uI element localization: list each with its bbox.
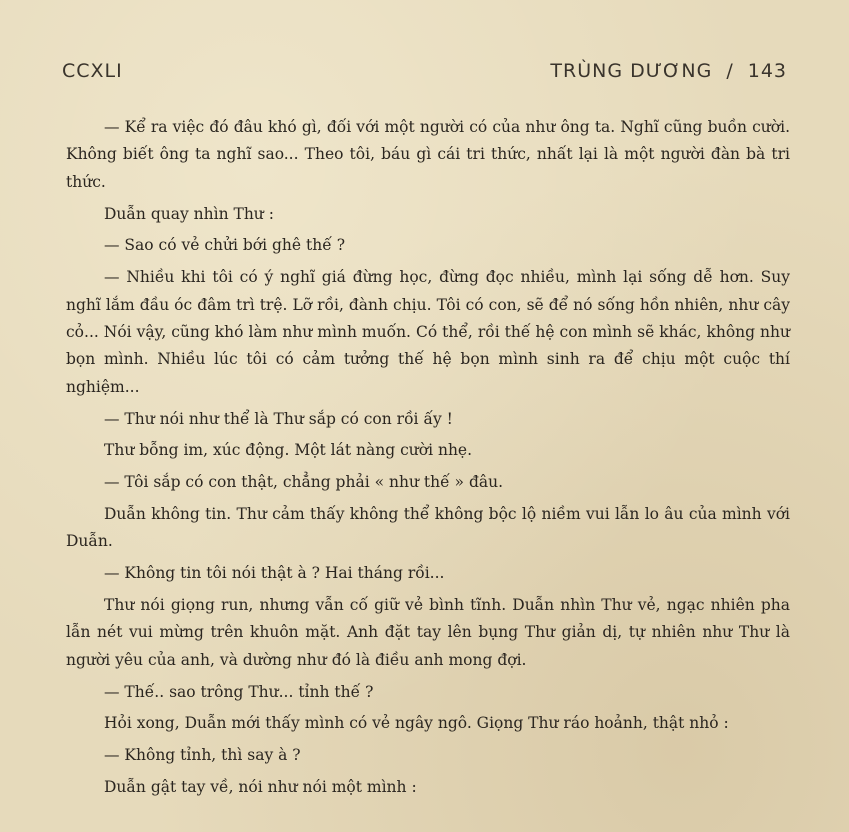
body-text xyxy=(66,114,790,806)
paragraph: — Kể ra việc đó đâu khó gì, đối với một người có của như ông ta. Nghĩ cũng buồn cười. Không biết ông ta nghĩ sao... Theo tôi, báu gì cái tri thức, nhất lại là một người đàn bà tri thức. xyxy=(66,118,790,191)
paragraph: — Không tỉnh, thì say à ? xyxy=(104,746,301,765)
page-header xyxy=(62,60,787,86)
paragraph: Duẫn gật tay về, nói như nói một mình : xyxy=(104,778,417,797)
paragraph: Duẫn không tin. Thư cảm thấy không thể không bộc lộ niềm vui lẫn lo âu của mình với Duẫn. xyxy=(66,505,790,551)
paragraph: — Thế.. sao trông Thư... tỉnh thế ? xyxy=(104,682,374,701)
paragraph: Duẫn quay nhìn Thư : xyxy=(104,204,274,223)
paragraph: — Tôi sắp có con thật, chẳng phải « như thế » đâu. xyxy=(104,473,504,492)
author-name: TRÙNG DƯƠNG xyxy=(550,60,713,82)
paragraph: Hỏi xong, Duẫn mới thấy mình có vẻ ngây ngô. Giọng Thư ráo hoảnh, thật nhỏ : xyxy=(104,714,729,733)
paragraph: — Thư nói như thể là Thư sắp có con rồi ấy ! xyxy=(104,409,453,428)
paragraph: — Sao có vẻ chửi bới ghê thế ? xyxy=(104,236,345,255)
paragraph: Thư bỗng im, xúc động. Một lát nàng cười nhẹ. xyxy=(104,441,473,460)
paragraph: — Không tin tôi nói thật à ? Hai tháng rồi... xyxy=(104,564,445,583)
paragraph: Thư nói giọng run, nhưng vẫn cố giữ vẻ bình tĩnh. Duẫn nhìn Thư vẻ, ngạc nhiên pha lẫn nét vui mừng trên khuôn mặt. Anh đặt tay lên bụng Thư giản dị, tự nhiên như Thư là người yêu của anh, và dường như đó là điều anh mong đợi. xyxy=(66,596,790,669)
running-head xyxy=(550,60,787,82)
page-number: 143 xyxy=(747,60,787,82)
chapter-number: CCXLI xyxy=(62,60,123,82)
header-separator: / xyxy=(726,60,734,82)
paragraph: — Nhiều khi tôi có ý nghĩ giá đừng học, đừng đọc nhiều, mình lại sống dễ hơn. Suy nghĩ lắm đầu óc đâm trì trệ. Lỡ rồi, đành chịu. Tôi có con, sẽ để nó sống hồn nhiên, như cây cỏ... Nói vậy, cũng khó làm như mình muốn. Có thể, rồi thế hệ con mình sẽ khác, không như bọn mình. Nhiều lúc tôi có cảm tưởng thế hệ bọn mình sinh ra để chịu một cuộc thí nghiệm... xyxy=(66,268,790,396)
